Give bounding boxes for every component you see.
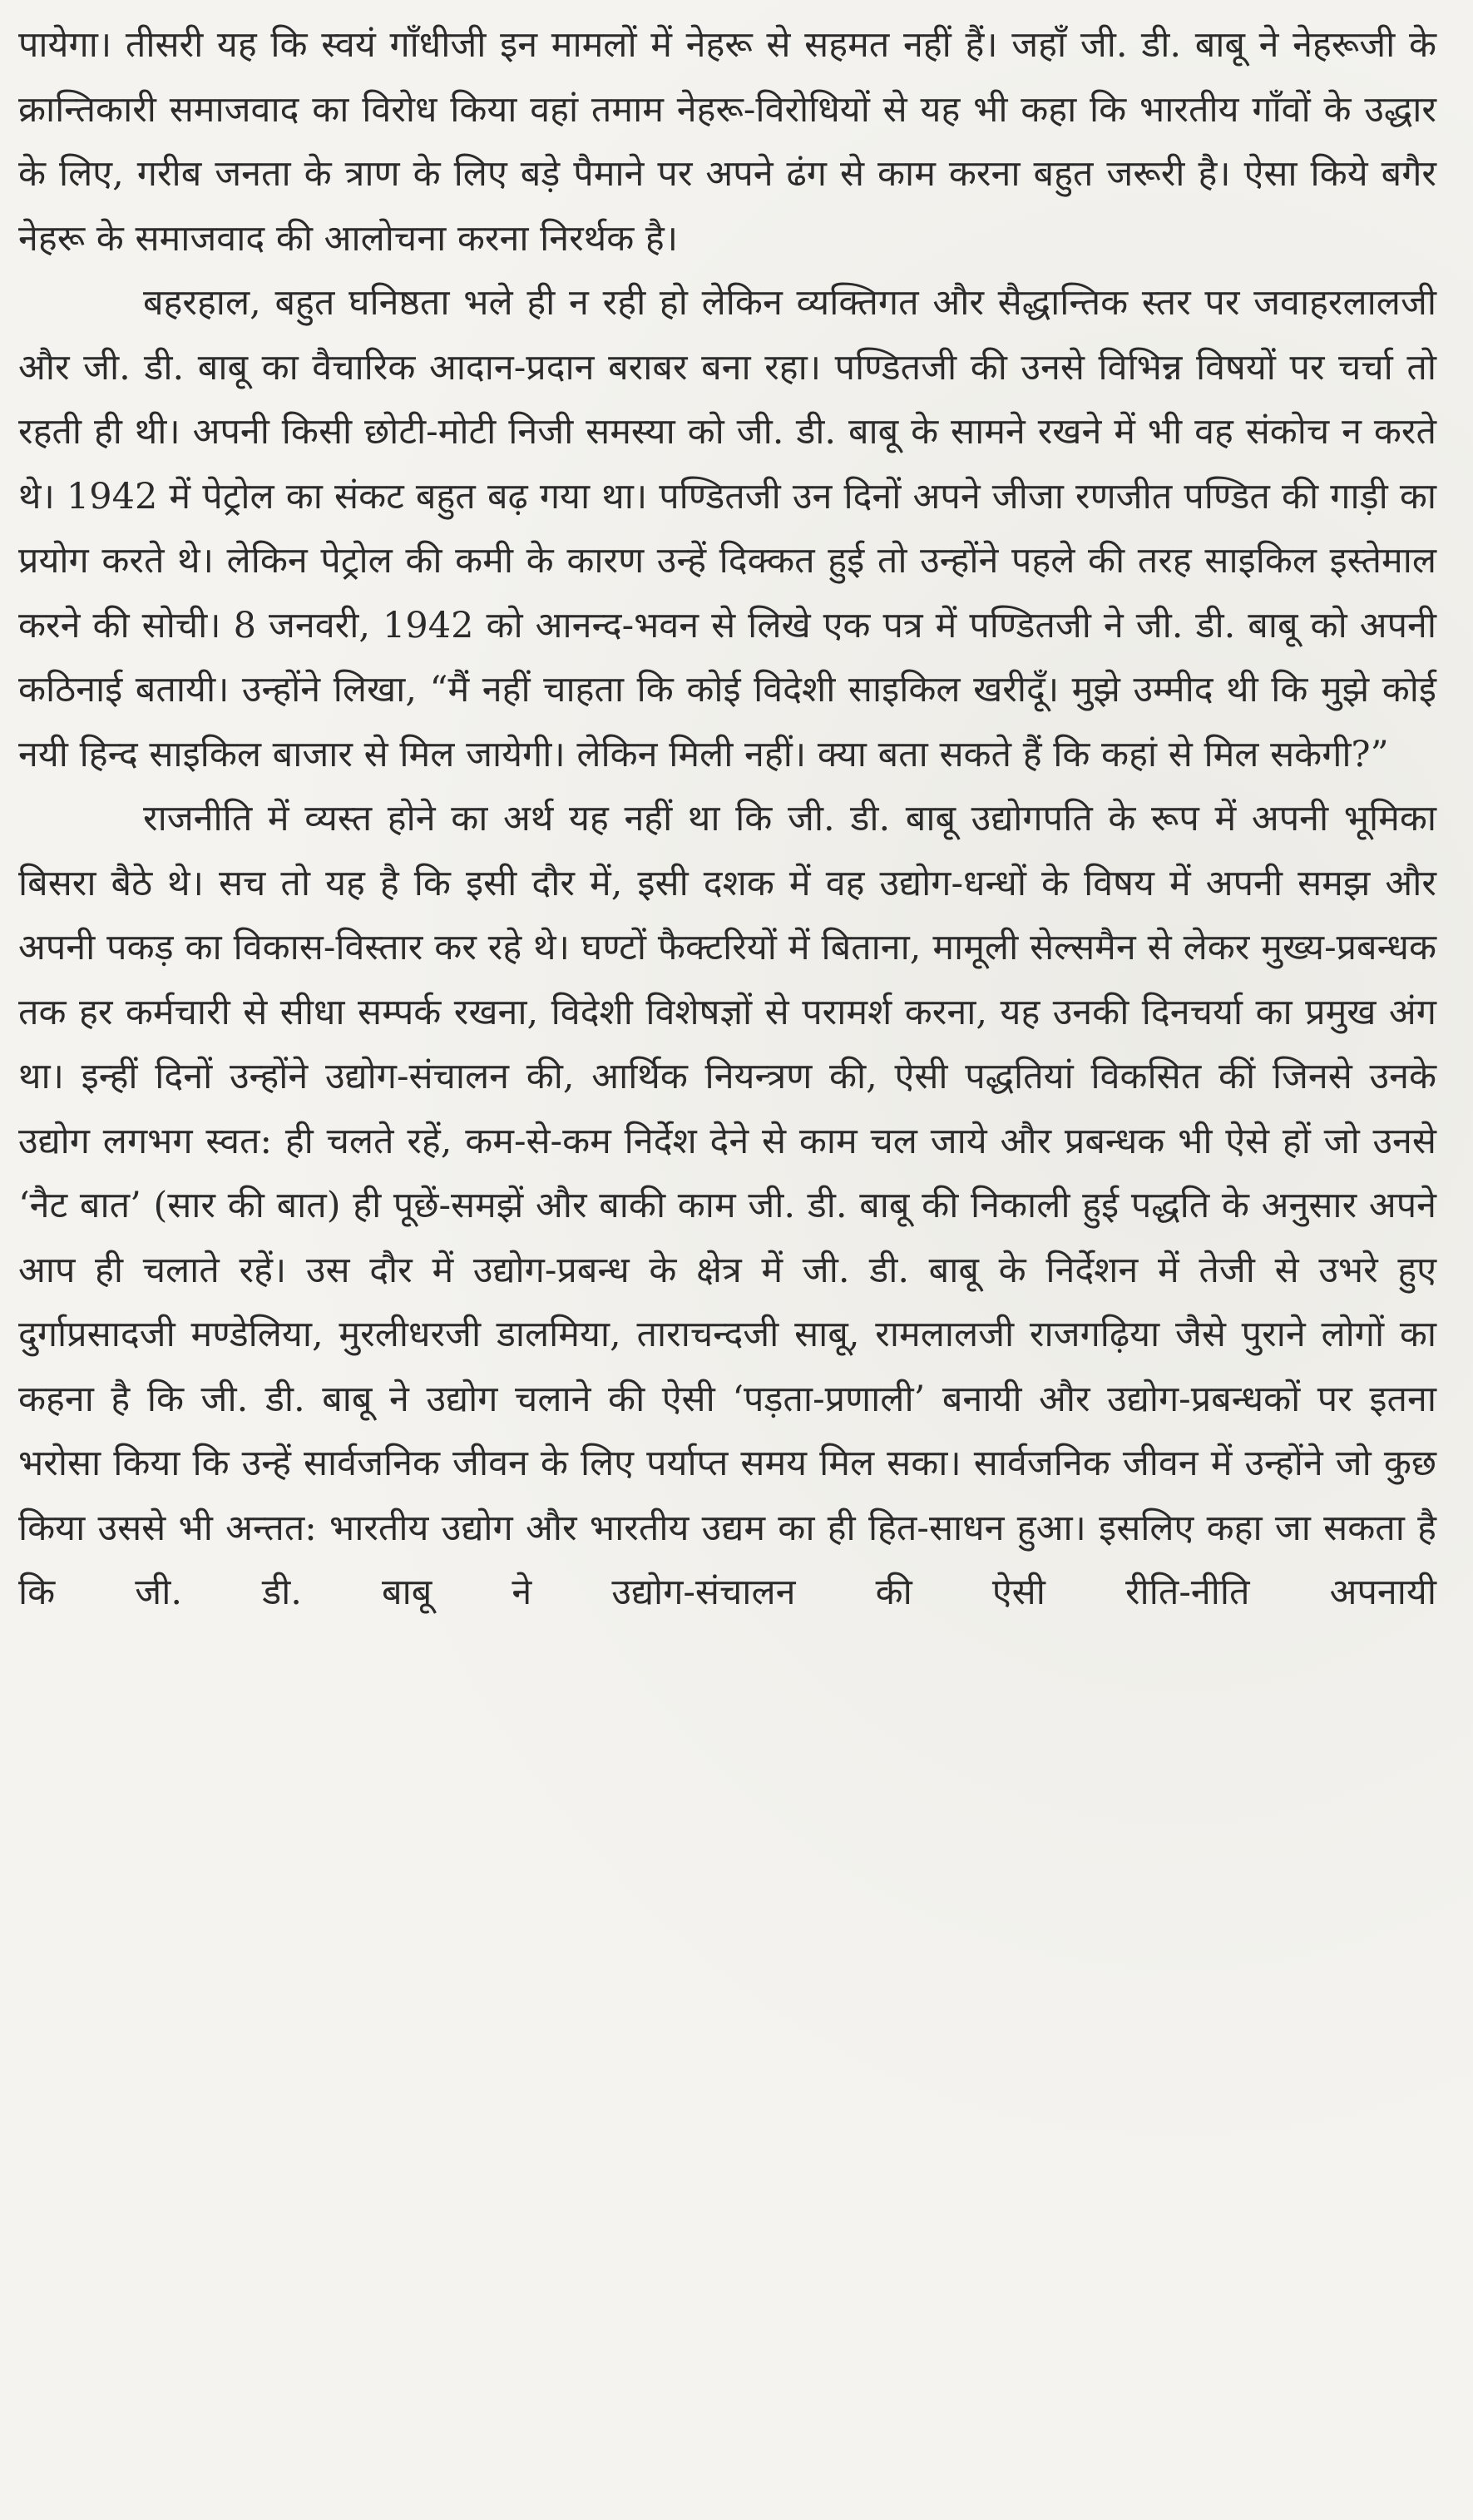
paragraph-nehru-socialism: पायेगा। तीसरी यह कि स्वयं गाँधीजी इन मामलों में नेहरू से सहमत नहीं हैं। जहाँ जी. डी. बाबू ने नेहरूजी के क्रान्तिकारी समाजवाद का विरोध किया वहां तमाम नेहरू-विरोधियों से यह भी कहा कि भारतीय गाँवों के उद्धार के लिए, गरीब जनता के त्राण के लिए बड़े पैमाने पर अपने ढंग से काम करना बहुत जरूरी है। ऐसा किये बगैर नेहरू के समाजवाद की आलोचना करना निरर्थक है। — [18, 24, 1436, 260]
paragraph-industry-management: राजनीति में व्यस्त होने का अर्थ यह नहीं था कि जी. डी. बाबू उद्योगपति के रूप में अपनी भूमिका बिसरा बैठे थे। सच तो यह है कि इसी दौर में, इसी दशक में वह उद्योग-धन्धों के विषय में अपनी समझ और अपनी पकड़ का विकास-विस्तार कर रहे थे। घण्टों फैक्टरियों में बिताना, मामूली सेल्समैन से लेकर मुख्य-प्रबन्धक तक हर कर्मचारी से सीधा सम्पर्क रखना, विदेशी विशेषज्ञों से परामर्श करना, यह उनकी दिनचर्या का प्रमुख अंग था। इन्हीं दिनों उन्होंने उद्योग-संचालन की, आर्थिक नियन्त्रण की, ऐसी पद्धतियां विकसित कीं जिनसे उनके उद्योग लगभग स्वत: ही चलते रहें, कम-से-कम निर्देश देने से काम चल जाये और प्रबन्धक भी ऐसे हों जो उनसे ‘नैट बात’ (सार की बात) ही पूछें-समझें और बाकी काम जी. डी. बाबू की निकाली हुई पद्धति के अनुसार अपने आप ही चलाते रहें। उस दौर में उद्योग-प्रबन्ध के क्षेत्र में जी. डी. बाबू के निर्देशन में तेजी से उभरे हुए दुर्गाप्रसादजी मण्डेलिया, मुरलीधरजी डालमिया, ताराचन्दजी साबू, रामलालजी राजगढ़िया जैसे पुराने लोगों का कहना है कि जी. डी. बाबू ने उद्योग चलाने की ऐसी ‘पड़ता-प्रणाली’ बनायी और उद्योग-प्रबन्धकों पर इतना भरोसा किया कि उन्हें सार्वजनिक जीवन के लिए पर्याप्त समय मिल सका। सार्वजनिक जीवन में उन्होंने जो कुछ किया उससे भी अन्तत: भारतीय उद्योग और भारतीय उद्यम का ही हित-साधन हुआ। इसलिए कहा जा सकता है कि जी. डी. बाबू ने उद्योग-संचालन की ऐसी रीति-नीति अपनायी — [18, 798, 1436, 1613]
paragraph-petrol-bicycle-letter: बहरहाल, बहुत घनिष्ठता भले ही न रही हो लेकिन व्यक्तिगत और सैद्धान्तिक स्तर पर जवाहरलालजी और जी. डी. बाबू का वैचारिक आदान-प्रदान बराबर बना रहा। पण्डितजी की उनसे विभिन्न विषयों पर चर्चा तो रहती ही थी। अपनी किसी छोटी-मोटी निजी समस्या को जी. डी. बाबू के सामने रखने में भी वह संकोच न करते थे। 1942 में पेट्रोल का संकट बहुत बढ़ गया था। पण्डितजी उन दिनों अपने जीजा रणजीत पण्डित की गाड़ी का प्रयोग करते थे। लेकिन पेट्रोल की कमी के कारण उन्हें दिक्कत हुई तो उन्होंने पहले की तरह साइकिल इस्तेमाल करने की सोची। 8 जनवरी, 1942 को आनन्द-भवन से लिखे एक पत्र में पण्डितजी ने जी. डी. बाबू को अपनी कठिनाई बतायी। उन्होंने लिखा, “मैं नहीं चाहता कि कोई विदेशी साइकिल खरीदूँ। मुझे उम्मीद थी कि मुझे कोई नयी हिन्द साइकिल बाजार से मिल जायेगी। लेकिन मिली नहीं। क्या बता सकते हैं कि कहां से मिल सकेगी?” — [18, 282, 1436, 775]
